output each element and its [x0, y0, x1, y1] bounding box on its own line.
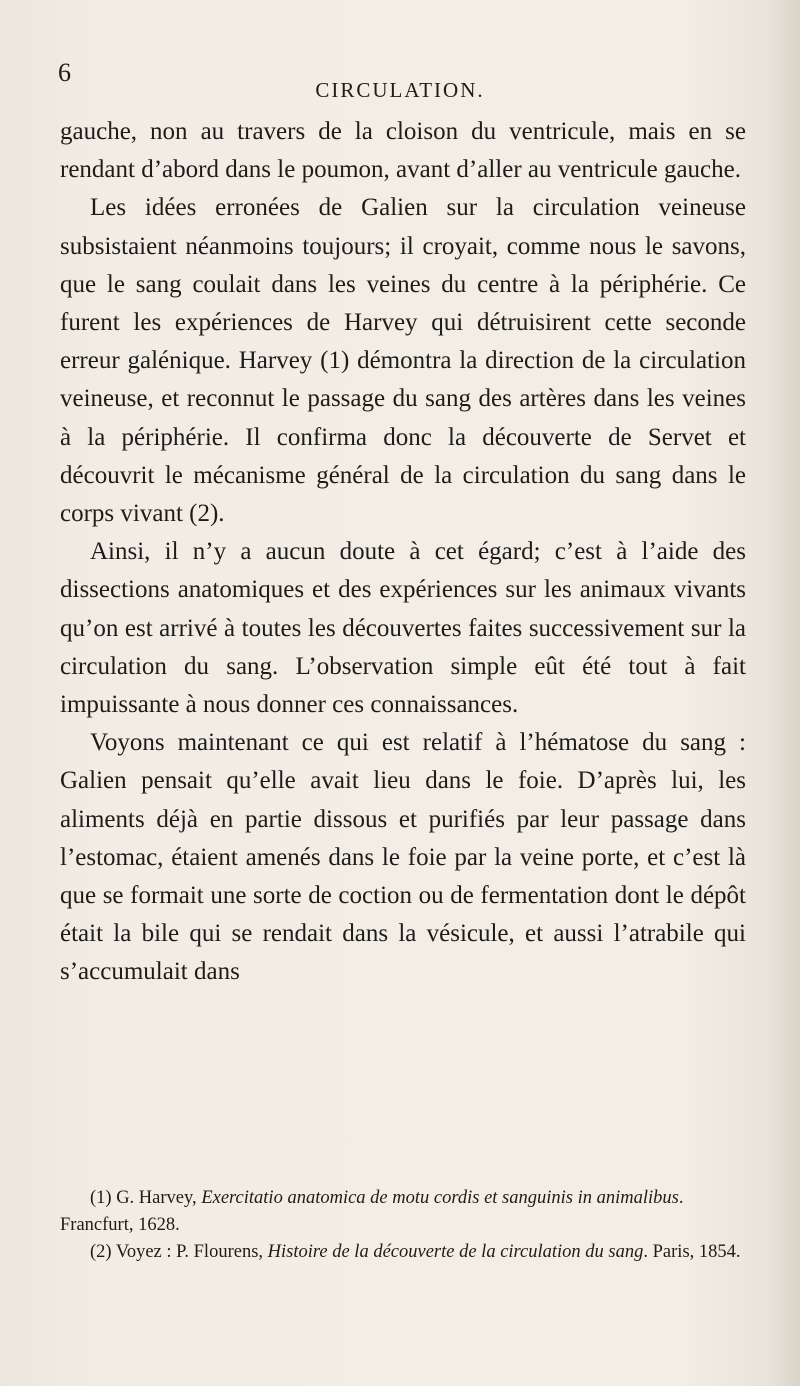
paragraph-continued: gauche, non au travers de la cloison du ventricule, mais en se rendant d’abord dans le poumon, avant d’aller au ventricule gauche. — [60, 118, 746, 184]
footnote-2-author: (2) Voyez : P. Flourens, — [90, 1242, 268, 1262]
paragraph-galien-veineuse: Les idées erronées de Galien sur la circulation veineuse subsistaient néanmoins toujours; il croyait, comme nous le savons, que le sang coulait dans les veines du centre à la périphérie. Ce furent les expériences de Harvey qui détruisirent cette seconde erreur galénique. Harvey (1) démontra la direction de la circulation veineuse, et reconnut le passage du sang des artères dans les veines à la périphérie. Il confirma donc la découverte de Servet et découvrit le mécanisme général de la circulation du sang dans le corps vivant (2). — [60, 194, 746, 528]
paragraph-hematose: Voyons maintenant ce qui est relatif à l’hématose du sang : Galien pensait qu’elle avait lieu dans le foie. D’après lui, les aliments déjà en partie dissous et purifiés par leur passage dans l’estomac, étaient amenés dans le foie par la veine porte, et c’est là que se formait une sorte de coction ou de fermentation dont le dépôt était la bile qui se rendait dans la vésicule, et aussi l’atrabile qui s’accumulait dans — [60, 729, 746, 986]
footnote-1 — [60, 1185, 746, 1239]
paragraph-dissections: Ainsi, il n’y a aucun doute à cet égard; c’est à l’aide des dissections anatomiques et des expériences sur les animaux vivants qu’on est arrivé à toutes les découvertes faites successivement sur la circulation du sang. L’observation simple eût été tout à fait impuissante à nous donner ces connaissances. — [60, 538, 746, 719]
body-text — [60, 113, 746, 992]
footnote-2-publication: . Paris, 1854. — [643, 1242, 741, 1262]
footnote-2-title: Histoire de la découverte de la circulation du sang — [267, 1242, 644, 1262]
footnote-1-title: Exercitatio anatomica de motu cordis et sanguinis in animalibus — [201, 1188, 679, 1208]
footnote-2 — [60, 1239, 746, 1266]
page-number: 6 — [58, 58, 71, 87]
footnote-1-author: (1) G. Harvey, — [90, 1188, 202, 1208]
running-title: CIRCULATION. — [315, 78, 485, 102]
footnotes — [60, 1185, 746, 1266]
footnote-1-publication: . Francfurt, 1628. — [60, 1188, 684, 1235]
